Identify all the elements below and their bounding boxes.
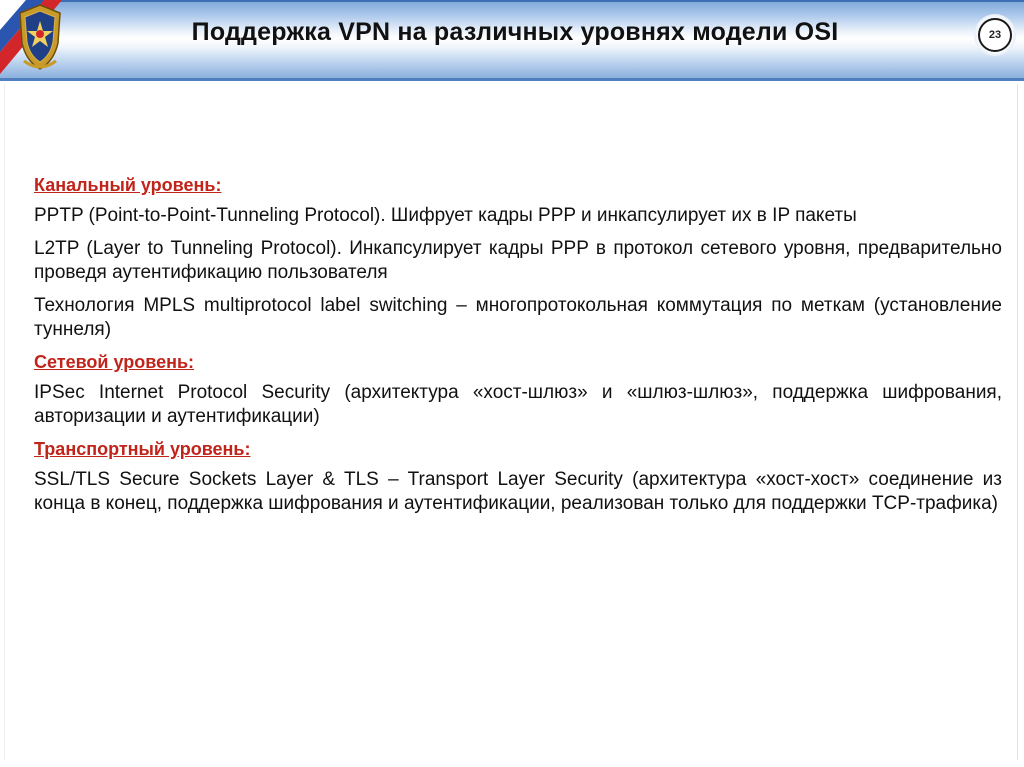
section-heading-transport: Транспортный уровень: xyxy=(34,439,251,459)
page-number: 23 xyxy=(978,18,1012,52)
list-item: L2TP (Layer to Tunneling Protocol). Инкапсулирует кадры PPP в протокол сетевого уровня, предварительно проведя аутентификацию пользователя xyxy=(34,238,1002,283)
list-item: IPSec Internet Protocol Security (архитектура «хост-шлюз» и «шлюз-шлюз», поддержка шифрования, авторизации и аутентификации) xyxy=(34,382,1002,427)
slide-header xyxy=(0,0,1024,80)
military-emblem-icon xyxy=(14,3,66,73)
slide-left-border xyxy=(4,84,5,760)
list-item: Технология MPLS multiprotocol label switching – многопротокольная коммутация по меткам (установление туннеля) xyxy=(34,295,1002,340)
emblem-graphic xyxy=(14,3,66,73)
slide-right-border xyxy=(1017,84,1018,760)
section-heading-network: Сетевой уровень: xyxy=(34,352,195,372)
header-bottom-line xyxy=(0,78,1024,81)
list-item: SSL/TLS Secure Sockets Layer & TLS – Transport Layer Security (архитектура «хост-хост» соединение из конца в конец, поддержка шифрования и аутентификации, реализован только для поддержки TCP-трафика) xyxy=(34,469,1002,514)
slide-title: Поддержка VPN на различных уровнях модели OSI xyxy=(191,18,839,46)
list-item: PPTP (Point-to-Point-Tunneling Protocol). Шифрует кадры PPP и инкапсулирует их в IP пакеты xyxy=(34,205,857,226)
section-heading-data-link: Канальный уровень: xyxy=(34,175,222,195)
slide-content xyxy=(34,174,1002,516)
header-top-line xyxy=(0,0,1024,2)
